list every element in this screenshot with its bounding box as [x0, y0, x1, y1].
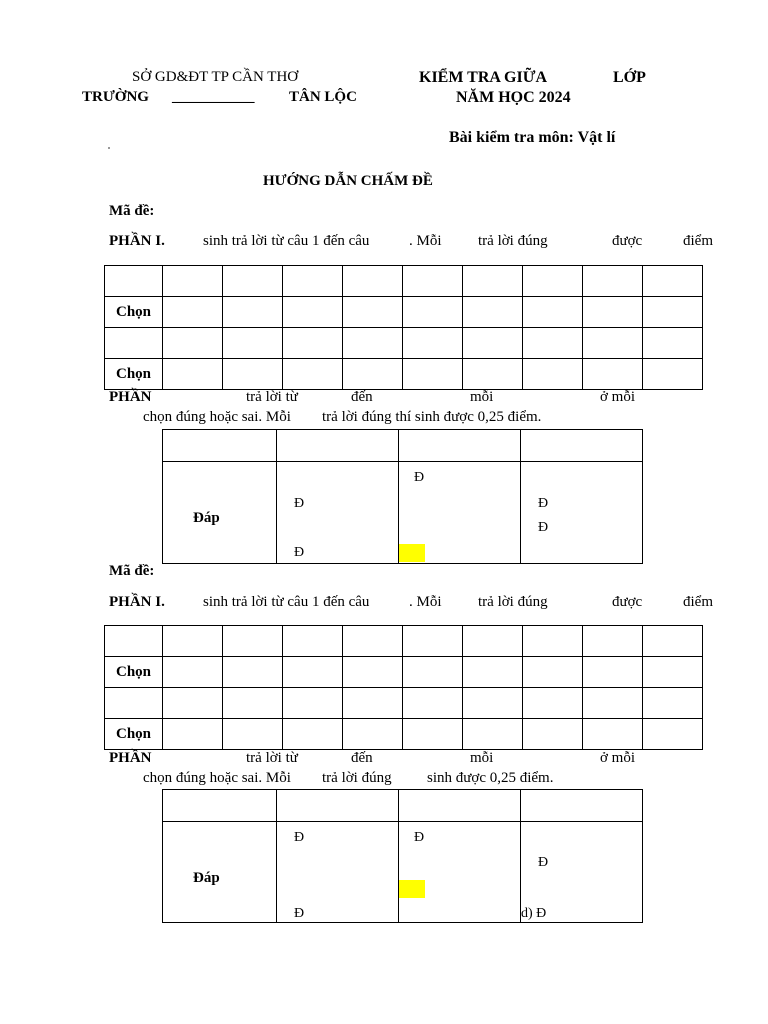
row-label: Chọn [105, 657, 163, 688]
row-label: Chọn [105, 297, 163, 328]
part1-text: trả lời đúng [478, 594, 548, 610]
row-label [105, 328, 163, 359]
part1-answer-grid [104, 265, 703, 390]
dept-name: SỞ GD&ĐT TP CẦN THƠ [132, 69, 299, 85]
part2-text: trả lời đúng [322, 770, 392, 786]
part2-answer-table [162, 429, 643, 564]
exam-year: NĂM HỌC 2024 [456, 89, 571, 106]
part2-text: đến [351, 750, 373, 766]
part2-text: mỗi [470, 389, 494, 405]
table-row [105, 266, 703, 297]
part2-answer-table [162, 789, 643, 923]
table-row [105, 328, 703, 359]
table-row [163, 790, 643, 822]
row-label [105, 688, 163, 719]
answer-mark: Đ [294, 830, 305, 845]
school-blank: ___________ [172, 89, 255, 105]
exam-title: KIỂM TRA GIỮA [419, 69, 548, 86]
answer-label: Đáp [193, 510, 220, 526]
school-prefix: TRƯỜNG [82, 89, 149, 105]
part2-label: PHẦN [109, 389, 152, 405]
row-label [105, 266, 163, 297]
part1-text: sinh trả lời từ câu 1 đến câu [203, 233, 370, 249]
answer-label: Đáp [193, 870, 220, 886]
part1-text: điểm [683, 233, 713, 249]
table-row [105, 657, 703, 688]
highlight-box [399, 544, 425, 562]
answer-mark: Đ [414, 830, 425, 845]
part2-label: PHẦN [109, 750, 152, 766]
answer-mark: Đ [538, 496, 549, 511]
part1-text: . Mỗi [409, 233, 442, 249]
part2-text: trả lời từ [246, 389, 298, 405]
answer-mark: Đ [538, 855, 549, 870]
row-label [105, 626, 163, 657]
table-row [105, 688, 703, 719]
part1-text: trả lời đúng [478, 233, 548, 249]
table-row [105, 719, 703, 750]
school-name: TÂN LỘC [289, 89, 357, 105]
row-label: Chọn [105, 359, 163, 390]
exam-grade: LỚP [613, 69, 646, 86]
part1-answer-grid [104, 625, 703, 750]
part2-text: chọn đúng hoặc sai. Mỗi [143, 770, 291, 786]
part2-text: mỗi [470, 750, 494, 766]
table-row [105, 626, 703, 657]
answer-mark: Đ [538, 520, 549, 535]
table-row [163, 430, 643, 462]
part2-text: chọn đúng hoặc sai. Mỗi [143, 409, 291, 425]
part2-text: sinh được 0,25 điểm. [427, 770, 554, 786]
part1-text: sinh trả lời từ câu 1 đến câu [203, 594, 370, 610]
part1-text: điểm [683, 594, 713, 610]
table-row [105, 297, 703, 328]
exam-subject: Bài kiểm tra môn: Vật lí [449, 129, 616, 146]
answer-mark: Đ [414, 470, 425, 485]
part1-text: được [612, 233, 643, 249]
part1-text: được [612, 594, 643, 610]
table-row [105, 359, 703, 390]
answer-mark: d) Đ [521, 906, 547, 921]
exam-code-label: Mã đề: [109, 563, 155, 579]
part1-label: PHẦN I. [109, 594, 165, 610]
answer-mark: Đ [294, 496, 305, 511]
highlight-box [399, 880, 425, 898]
table-row [163, 822, 643, 923]
part2-text: trả lời đúng thí sinh được 0,25 điểm. [322, 409, 542, 425]
row-label: Chọn [105, 719, 163, 750]
part1-text: . Mỗi [409, 594, 442, 610]
exam-code-label: Mã đề: [109, 203, 155, 219]
answer-mark: Đ [294, 906, 305, 921]
part2-text: ở mỗi [600, 389, 636, 405]
part1-label: PHẦN I. [109, 233, 165, 249]
table-row [163, 462, 643, 564]
part2-text: đến [351, 389, 373, 405]
part2-text: trả lời từ [246, 750, 298, 766]
guide-title: HƯỚNG DẪN CHẤM ĐỀ [263, 173, 433, 189]
part2-text: ở mỗi [600, 750, 636, 766]
answer-mark: Đ [294, 545, 305, 560]
stray-dot [108, 147, 110, 149]
